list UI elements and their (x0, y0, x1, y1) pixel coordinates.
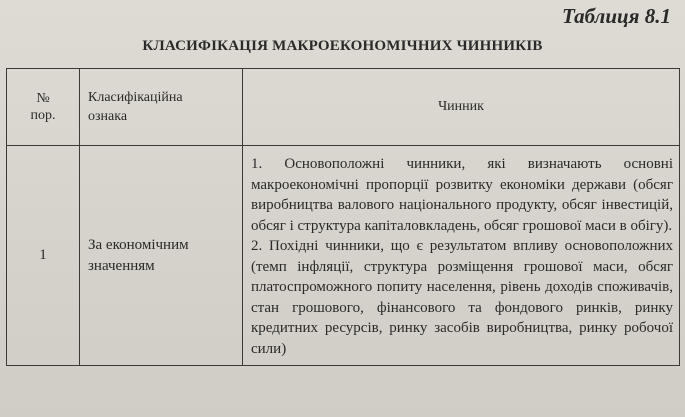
table-row (7, 146, 680, 366)
header-number (7, 69, 80, 146)
row-classification-line2: значенням (88, 257, 155, 274)
header-number-line2: пор. (30, 108, 56, 123)
row-classification-line1: За економічним (88, 236, 189, 253)
row-number: 1 (7, 146, 80, 366)
table-number: Таблиця 8.1 (562, 4, 671, 28)
header-classification-line2: ознака (88, 109, 128, 124)
row-classification (80, 146, 243, 366)
classification-table (6, 68, 680, 366)
header-factor: Чинник (243, 69, 680, 146)
header-row (7, 69, 680, 146)
header-classification-line1: Класифікаційна (88, 90, 183, 105)
row-factors (243, 146, 680, 366)
header-number-line1: № (36, 91, 50, 106)
factor-paragraph-1: 1. Основоположні чинники, які визначають основні макроекономічні пропорції розвитку економіки держави (обсяг виробництва валового національного продукту, обсяг інвестицій, обсяг і структура капіталовкладень, обсяг грошової маси в обігу). (251, 156, 673, 234)
header-classification (80, 69, 243, 146)
factor-paragraph-2: 2. Похідні чинники, що є результатом впливу основоположних (темп інфляції, структура розміщення грошової маси, обсяг платоспроможного попиту населення, рівень доходів споживачів, стан грошового, фінансового та фондового ринків, ринку кредитних ресурсів, ринку засобів виробництва, ринку робочої сили) (251, 238, 673, 357)
table-title: КЛАСИФІКАЦІЯ МАКРОЕКОНОМІЧНИХ ЧИННИКІВ (142, 38, 543, 54)
